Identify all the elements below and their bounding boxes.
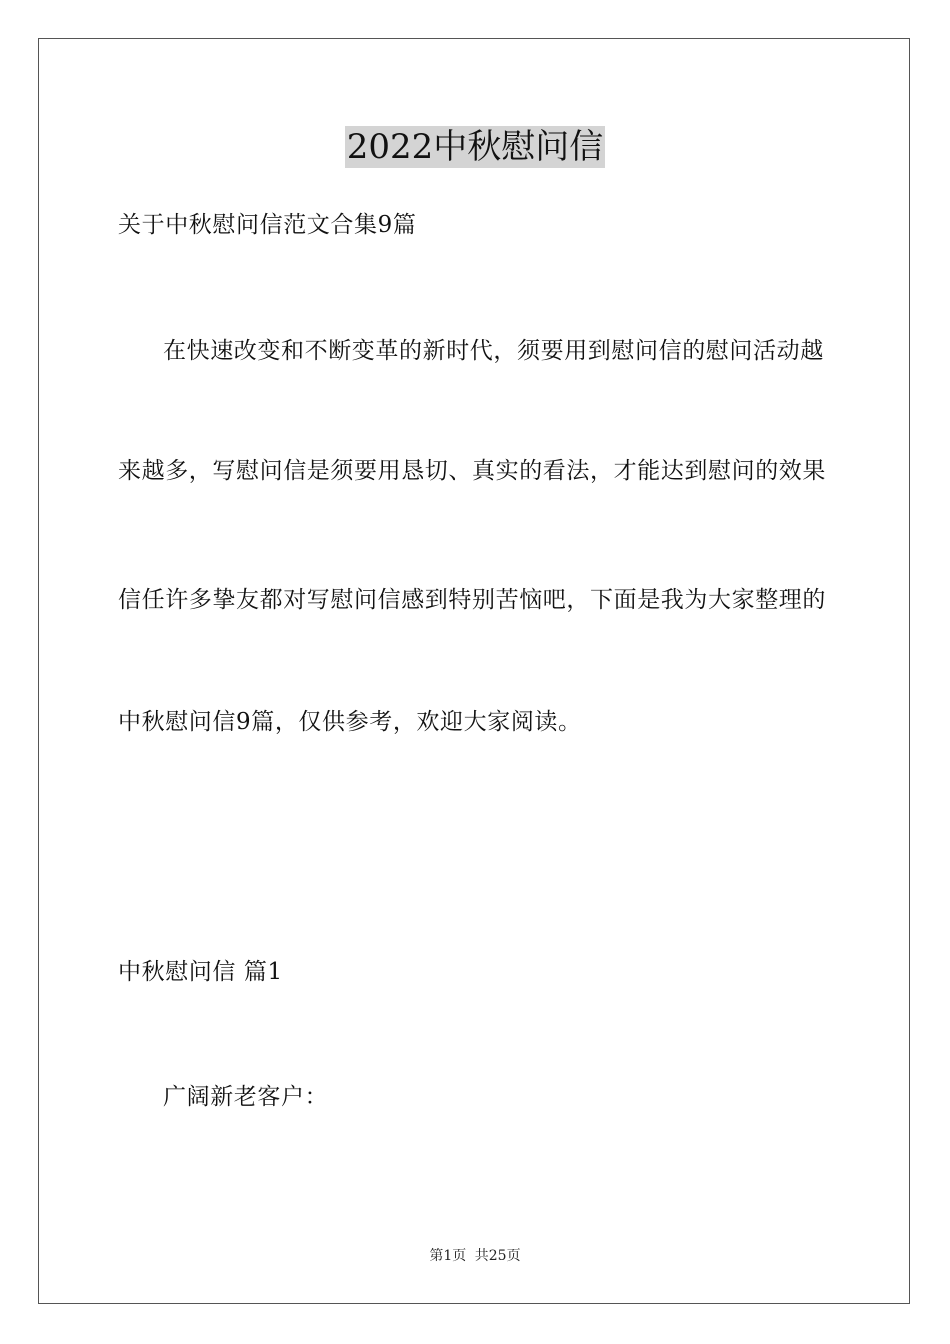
intro-line-4: 中秋慰问信9篇，仅供参考，欢迎大家阅读。: [118, 709, 582, 735]
page-footer: [0, 1246, 950, 1266]
intro-line-3: 信任许多挚友都对写慰问信感到特别苦恼吧，下面是我为大家整理的: [118, 587, 826, 613]
salutation: 广阔新老客户：: [163, 1084, 329, 1110]
document-subtitle: 关于中秋慰问信范文合集9篇: [118, 212, 417, 238]
title-container: [0, 126, 950, 168]
intro-line-1: 在快速改变和不断变革的新时代，须要用到慰问信的慰问活动越: [163, 338, 824, 364]
total-pages: 共25页: [474, 1248, 521, 1264]
page-number: 第1页: [429, 1248, 467, 1264]
section-heading: 中秋慰问信 篇1: [118, 959, 283, 985]
document-title: 2022中秋慰问信: [346, 127, 604, 167]
intro-line-2: 来越多，写慰问信是须要用恳切、真实的看法，才能达到慰问的效果: [118, 458, 826, 484]
